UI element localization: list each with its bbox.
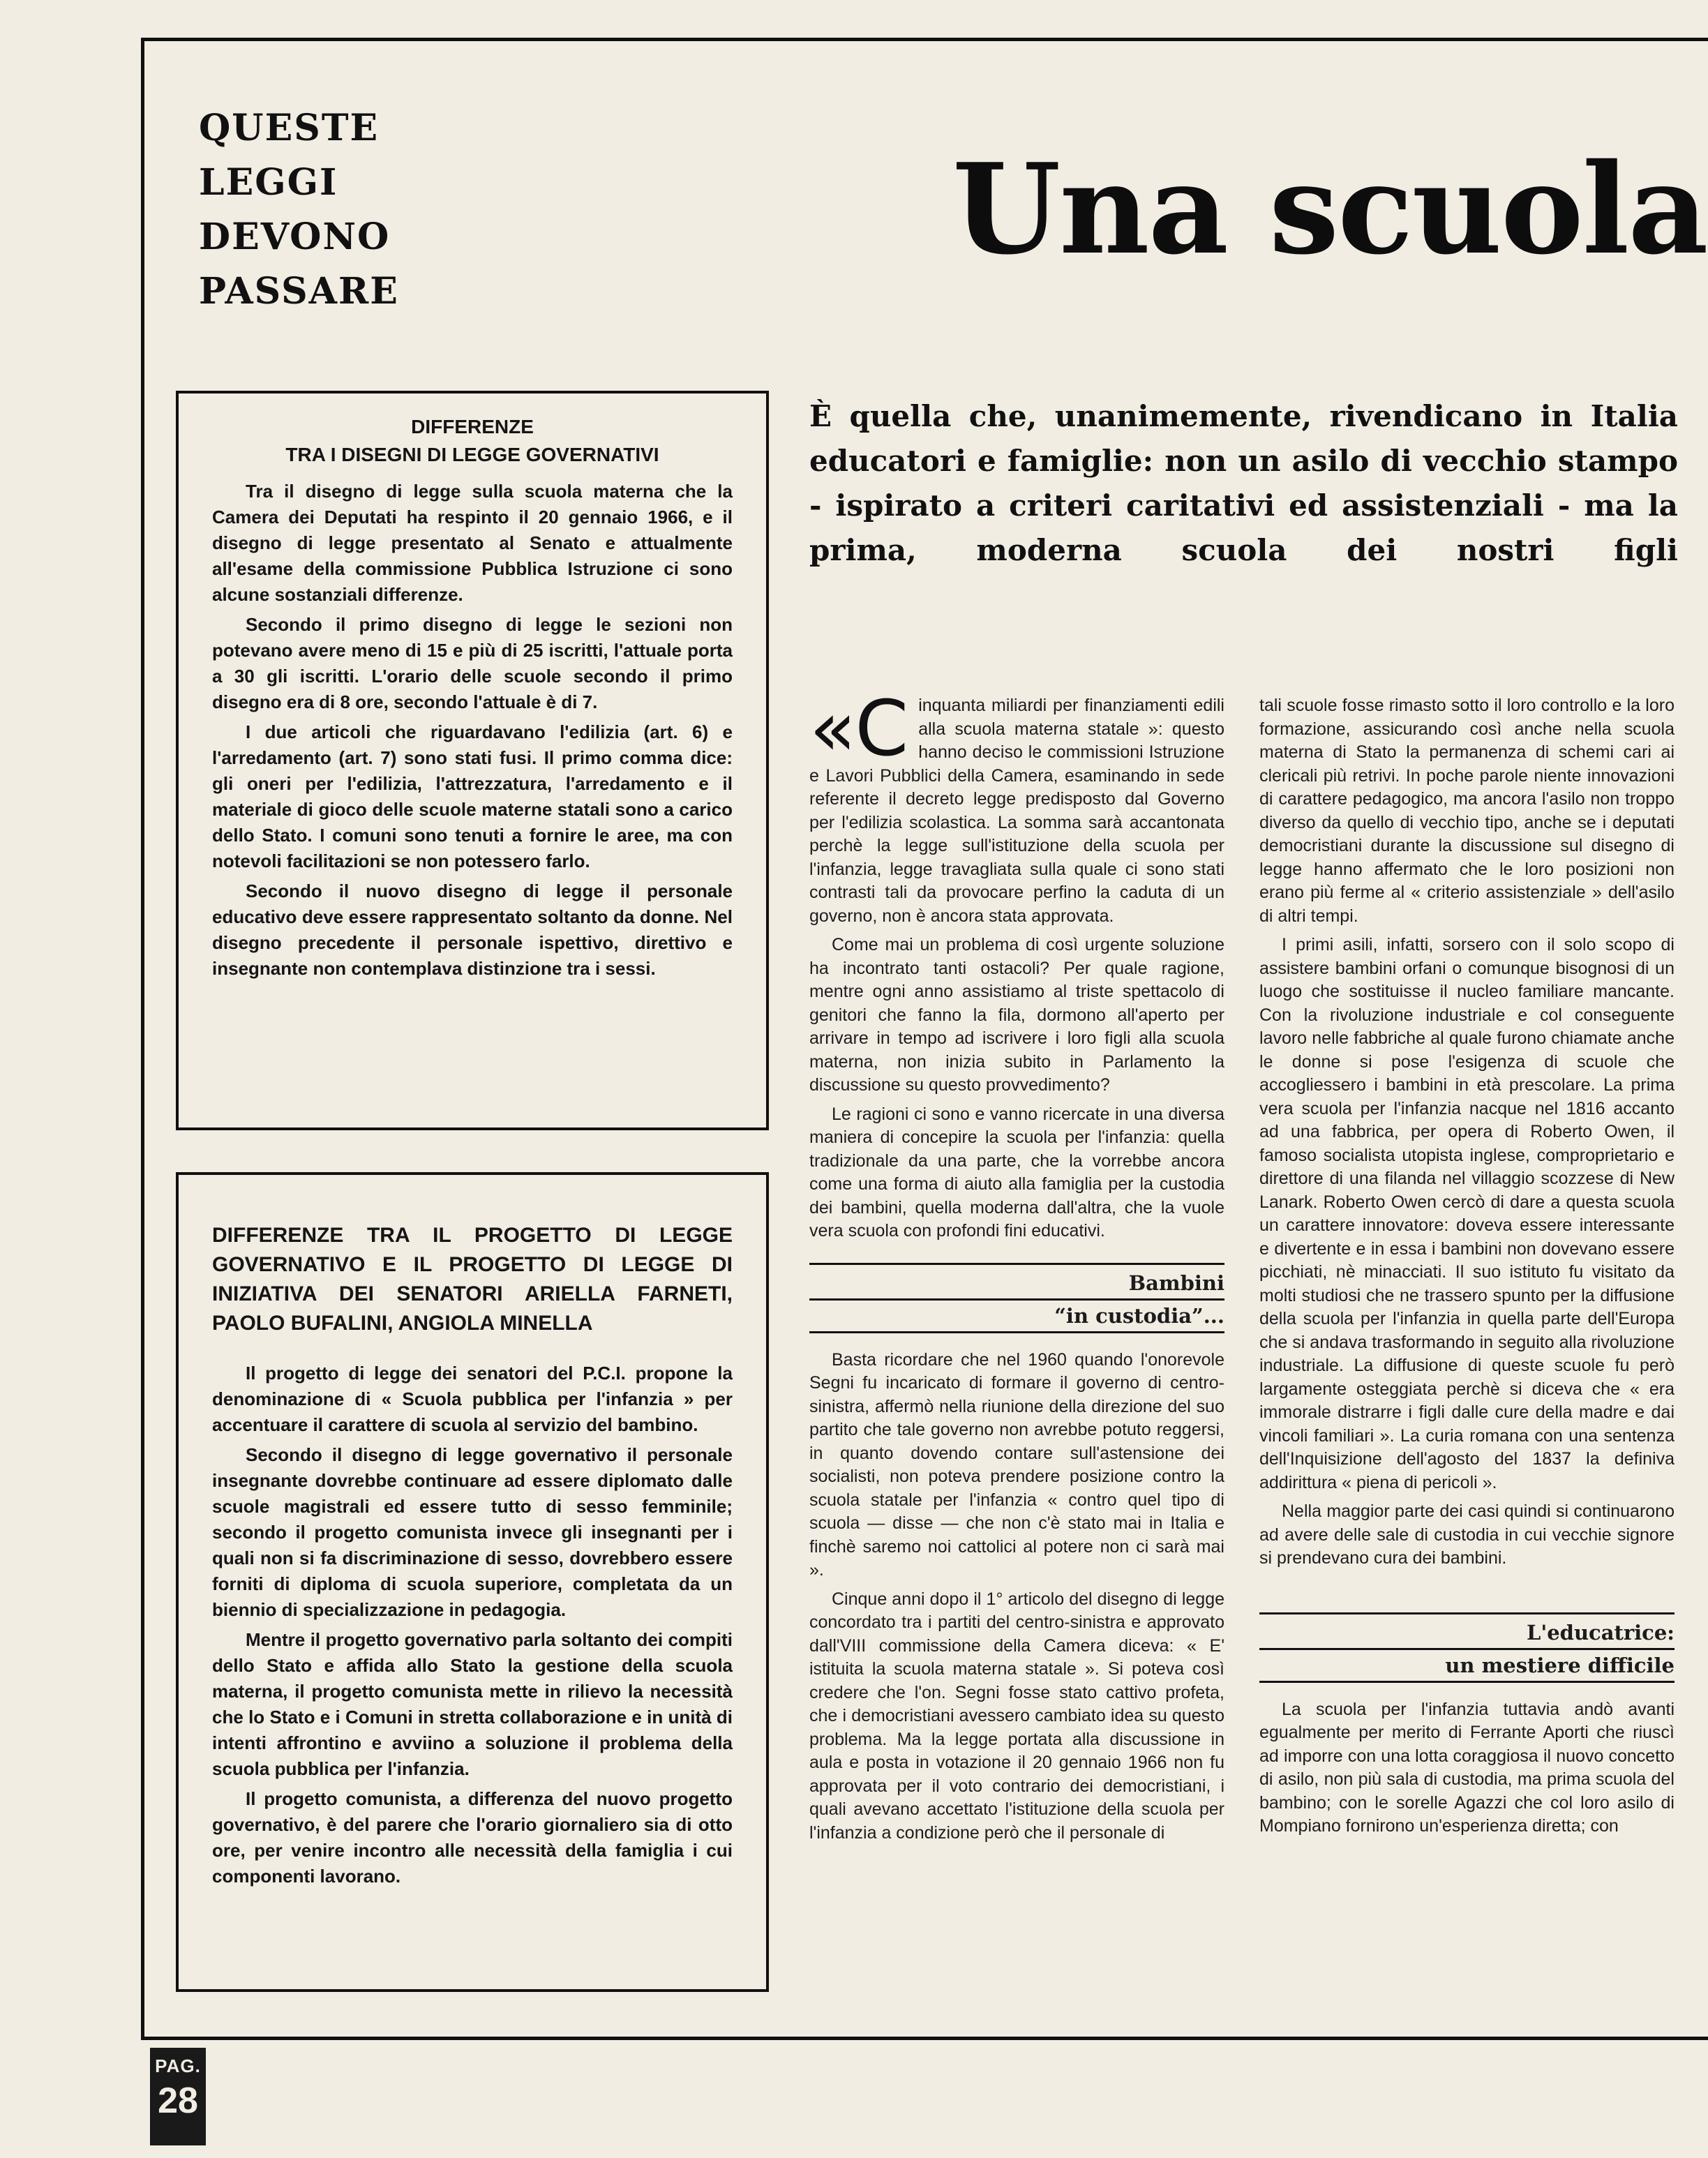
box-title-line: DIFFERENZE — [411, 416, 534, 437]
article-paragraph: Nella maggior parte dei casi quindi si continuarono ad avere delle sale di custodia in cui vecchie signore si prendevano cura dei bambini. — [1259, 1501, 1675, 1568]
box-paragraph: Secondo il nuovo disegno di legge il personale educativo deve essere rappresentato soltanto da donne. Nel disegno precedente il personale ispettivo, direttivo e insegnante non contemplava distinzione tra i sessi. — [212, 881, 733, 979]
box-paragraph: I due articoli che riguardavano l'edilizia (art. 6) e l'arredamento (art. 7) sono stati fusi. Il primo comma dice: gli oneri per l'edilizia, l'attrezzatura, l'arredamento e il materiale di gioco delle scuole materne statali sono a carico dello Stato. I comuni sono tenuti a fornire le aree, ma con notevoli facilitazioni se non potessero farlo. — [212, 721, 733, 871]
article-paragraph: La scuola per l'infanzia tuttavia andò avanti egualmente per merito di Ferrante Aporti che riuscì ad imporre con una lotta coraggiosa il nuovo concetto di asilo, non più sala di custodia, ma prima scuola del bambino; con le sorelle Agazzi che col loro asilo di Mompiano fornirono un'esperienza diretta; con — [1259, 1699, 1675, 1836]
box-paragraph: Tra il disegno di legge sulla scuola materna che la Camera dei Deputati ha respinto il 20 gennaio 1966, e il disegno di legge presentato al Senato e attualmente all'esame della commissione Pubblica Istruzione ci sono alcune sostanziali differenze. — [212, 481, 733, 605]
article-paragraph: tali scuole fosse rimasto sotto il loro controllo e la loro formazione, assicurando così anche nella scuola materna di Stato la permanenza di schemi cari ai clericali più retrivi. In poche parole niente innovazioni di carattere pedagogico, ma ancora l'asilo non troppo diverso da quello di vecchio tipo, anche se i deputati democristiani durante la discussione sul disegno di legge hanno affermato che le loro posizioni non erano più ferme al « criterio assistenziale » dell'asilo di altri tempi. — [1259, 696, 1675, 926]
box-title: DIFFERENZE TRA IL PROGETTO DI LEGGE GOVERNATIVO E IL PROGETTO DI LEGGE DI INIZIATIVA DEI SENATORI ARIELLA FARNETI, PAOLO BUFALINI, ANGIOLA MINELLA — [212, 1224, 733, 1335]
box-title-line: TRA I DISEGNI DI LEGGE GOVERNATIVI — [285, 444, 659, 465]
article-column-2 — [1259, 694, 1675, 1844]
article-paragraph: Le ragioni ci sono e vanno ricercate in una diversa maniera di concepire la scuola per l'infanzia: quella tradizionale da una parte, che la vorrebbe ancora come una forma di aiuto alla famiglia per la custodia dei bambini, quella moderna dall'altra, che la vuole vera scuola con profondi fini educativi. — [809, 1104, 1224, 1241]
box-paragraph: Mentre il progetto governativo parla soltanto dei compiti dello Stato e affida allo Stato la gestione della scuola materna, il progetto comunista mette in rilievo la necessità che lo Stato e i Comuni in stretta collaborazione e in unità di intenti affrontino e avviino a soluzione il problema della scuola pubblica per l'infanzia. — [212, 1629, 733, 1779]
article-paragraph: Come mai un problema di così urgente soluzione ha incontrato tanti ostacoli? Per quale ragione, mentre ogni anno assistiamo al triste spettacolo di genitori che fanno la fila, dormono all'aperto per arrivare in tempo ad iscrivere i loro figli alla scuola materna, non inizia subito in Parlamento la discussione su questo provvedimento? — [809, 935, 1224, 1095]
article-paragraph: Basta ricordare che nel 1960 quando l'onorevole Segni fu incaricato di formare il governo di centro-sinistra, affermò nella riunione della direzione del suo partito che tale governo non avrebbe potuto reggersi, in quanto dovendo contare sull'astensione dei socialisti, non poteva prendere posizione contro la scuola statale per l'infanzia « contro quel tipo di scuola — disse — che non c'è stato mai in Italia e finchè saremo noi cattolici al potere non ci sarà mai ». — [809, 1349, 1224, 1580]
section-heading-line: L'educatrice: — [1526, 1620, 1675, 1644]
section-heading-line: un mestiere difficile — [1259, 1648, 1675, 1681]
section-rule — [809, 1331, 1224, 1333]
kicker-line: PASSARE — [199, 270, 399, 313]
box-paragraph: Secondo il disegno di legge governativo il personale insegnante dovrebbe continuare ad essere diplomato dalle scuole magistrali ed essere tutto di sesso femminile; secondo il progetto comunista invece gli insegnanti per i quali non si fa discriminazione di sesso, dovrebbero essere forniti di diploma di scuola superiore, completata da un biennio di specializzazione in pedagogia. — [212, 1444, 733, 1620]
article-paragraph — [809, 684, 1224, 928]
box-paragraph: Il progetto comunista, a differenza del nuovo progetto governativo, è del parere che l'orario giornaliero sia di otto ore, per venire incontro alle necessità della famiglia i cui componenti lavorano. — [212, 1788, 733, 1887]
subtitle: È quella che, unanimemente, rivendicano in Italia educatori e famiglie: non un asilo di vecchio stampo - ispirato a criteri caritativi ed assistenziali - ma la prima, moderna scuola dei nostri figli — [809, 399, 1678, 567]
article-paragraph: Cinque anni dopo il 1° articolo del disegno di legge concordato tra i partiti del centro-sinistra e approvato dall'VIII commissione della Camera diceva: « E' istituita la scuola materna statale ». Si poteva così credere che l'on. Segni fosse stato cattivo profeta, che i democristiani avessero cambiato idea su questo problema. Ma la legge portata alla discussione in aula e posta in votazione il 20 gennaio 1966 non fu approvata per il voto contrario dei democristiani, i quali avevano accettato l'istituzione della scuola per l'infanzia a condizione però che il personale di — [809, 1589, 1224, 1843]
sidebar-box-pci-project — [176, 1172, 769, 1992]
article-column-1 — [809, 684, 1224, 1850]
box-paragraph: Secondo il primo disegno di legge le sezioni non potevano avere meno di 15 e più di 25 iscritti, l'attuale porta a 30 gli iscritti. L'orario delle scuole secondo il primo disegno era di 8 ore, secondo l'attuale è di 7. — [212, 614, 733, 712]
kicker-line: QUESTE — [199, 107, 380, 149]
section-heading-line: “in custodia”... — [809, 1298, 1224, 1331]
headline: Una scuola — [952, 136, 1707, 282]
kicker-line: DEVONO — [199, 216, 391, 258]
drop-cap: «C — [809, 684, 909, 773]
kicker — [199, 101, 450, 319]
article-paragraph: I primi asili, infatti, sorsero con il solo scopo di assistere bambini orfani o comunque bisognosi di un luogo che sostituisse il nucleo familiare mancante. Con la rivoluzione industriale e col conseguente lavoro nelle fabbriche al quale furono chiamate anche le donne si pose l'esigenza di scuole che accogliessero i bambini in età prescolare. La prima vera scuola per l'infanzia nacque nel 1816 accanto ad una fabbrica, per opera di Roberto Owen, il famoso socialista utopista inglese, comproprietario e direttore di una filanda nel villaggio scozzese di New Lanark. Roberto Owen cercò di dare a questa scuola un carattere innovatore: doveva essere interessante e divertente e in essa i bambini non dovevano essere picchiati, nè minacciati. Il suo istituto fu visitato da molti studiosi che ne trassero spunto per la diffusione della scuola per l'infanzia in quella parte dell'Europa che si andava trasformando in seguito alla rivoluzione industriale. La diffusione di queste scuole fu però largamente osteggiata perchè si diceva che « era immorale distrarre i figli dalle cure della madre e dai vincoli familiari ». La curia romana con una sentenza dell'Inquisizione dell'agosto del 1837 la definiva addirittura « piena di pericoli ». — [1259, 935, 1675, 1492]
box-paragraph: Il progetto di legge dei senatori del P.C.I. propone la denominazione di « Scuola pubblica per l'infanzia » per accentuare il carattere di scuola al servizio del bambino. — [212, 1363, 733, 1435]
section-heading — [809, 1263, 1224, 1333]
page-number: 28 — [158, 2081, 198, 2121]
sidebar-box-differences — [176, 391, 769, 1130]
page-number-badge — [150, 2048, 206, 2145]
kicker-line: LEGGI — [199, 161, 338, 204]
section-heading-line: Bambini — [1128, 1271, 1224, 1295]
article-text: inquanta miliardi per finanziamenti edili alla scuola materna statale »: questo hanno deciso le commissioni Istruzione e Lavori Pubblici della Camera, esaminando in sede referente il decreto legge predisposto dal Governo per l'edilizia scolastica. La somma sarà accantonata perchè la legge sull'istituzione della scuola per l'infanzia, legge travagliata sulla quale ci sono stati contrasti tali da provocare perfino la caduta di un governo, non è ancora stata approvata. — [809, 696, 1224, 926]
box-title — [212, 413, 733, 469]
section-heading — [1259, 1612, 1675, 1683]
page-label: PAG. — [155, 2055, 201, 2076]
section-rule — [1259, 1681, 1675, 1683]
